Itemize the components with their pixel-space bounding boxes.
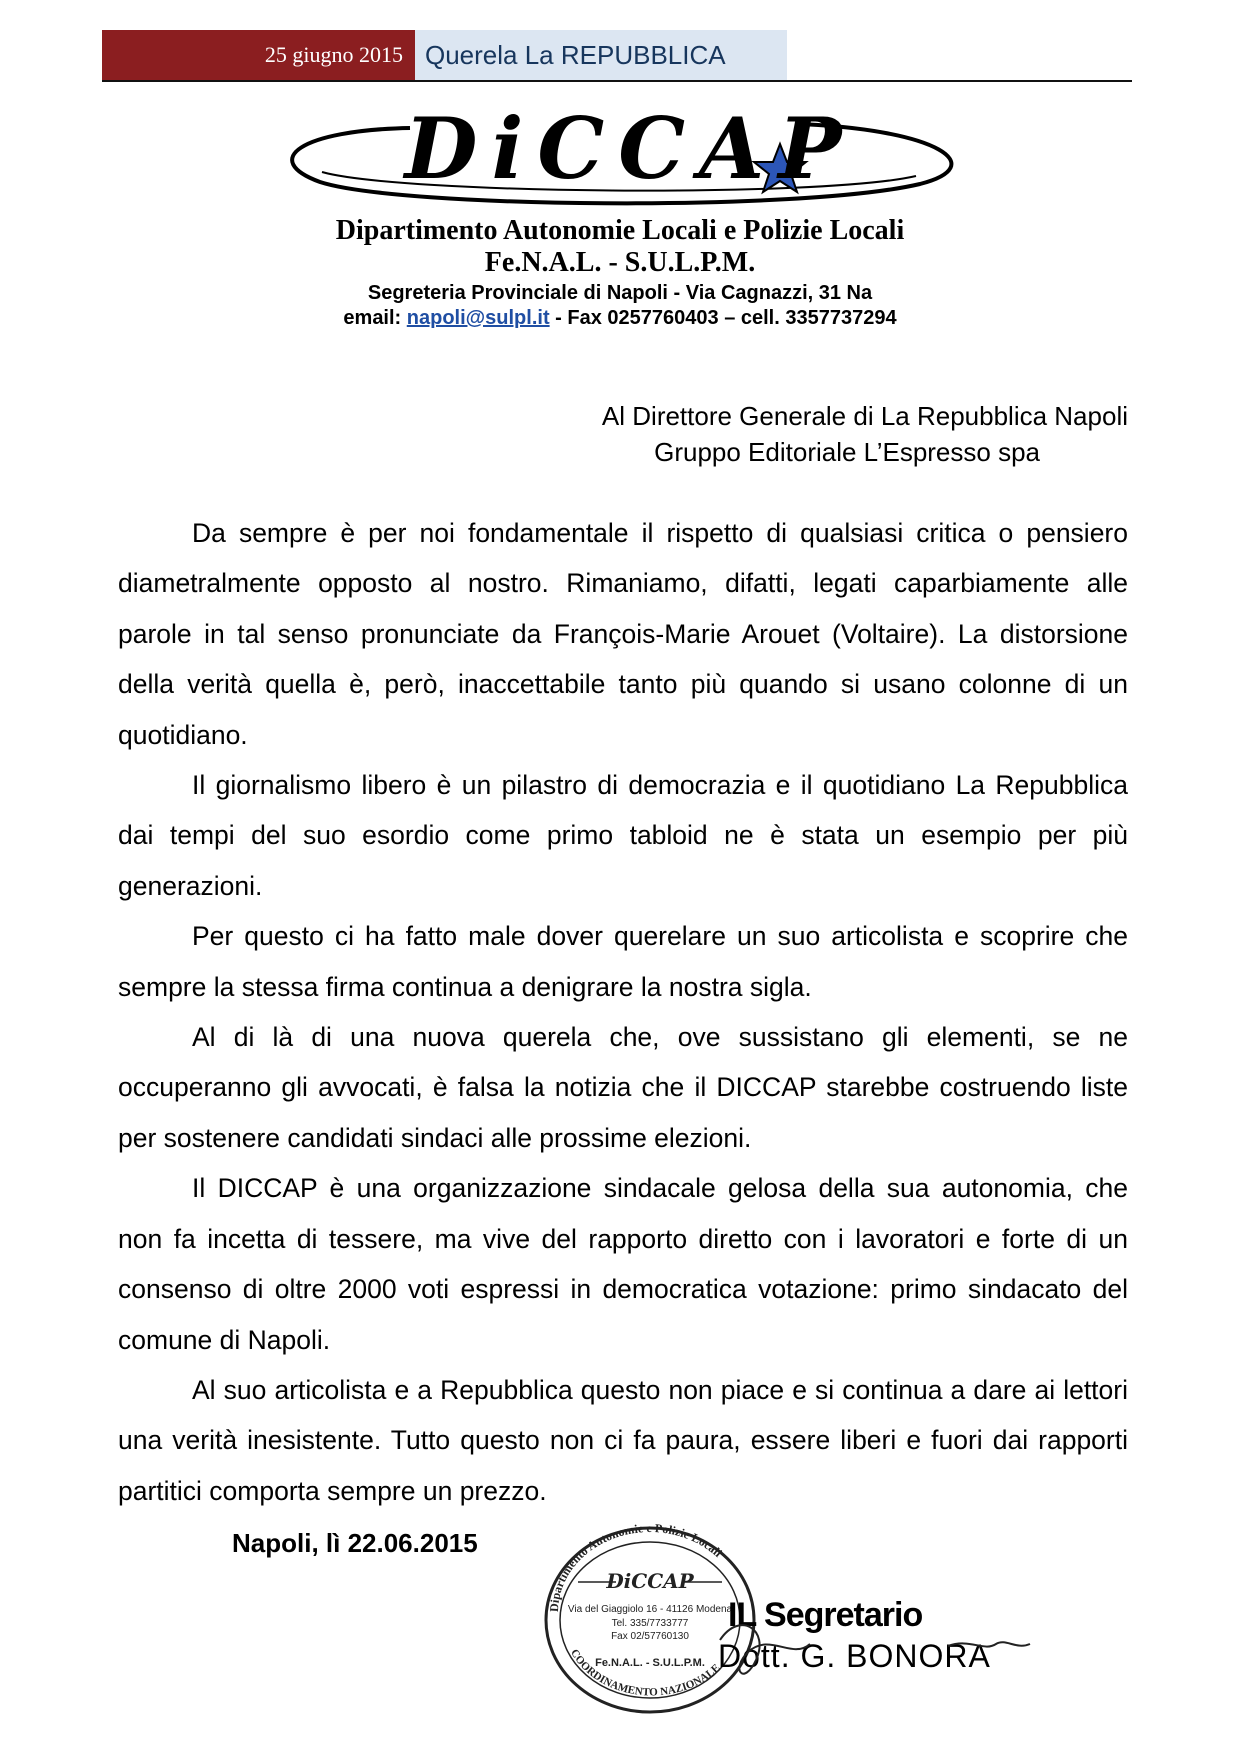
paragraph: Da sempre è per noi fondamentale il rispetto di qualsiasi critica o pensiero diametralmente opposto al nostro. Rimaniamo, difatti, legati caparbiamente alle parole in tal senso pronunciate da François-Marie Arouet (Voltaire). La distorsione della verità quella è, però, inaccettabile tanto più quando si usano colonne di un quotidiano. xyxy=(118,518,1128,750)
email-link[interactable]: napoli@sulpl.it xyxy=(406,307,550,329)
paragraph: Il DICCAP è una organizzazione sindacale gelosa della sua autonomia, che non fa incetta di tessere, ma vive del rapporto diretto con i lavoratori e forte di un consenso di oltre 2000 voti espressi in democratica votazione: primo sindacato del comune di Napoli. xyxy=(118,1173,1128,1355)
paragraph: Al di là di una nuova querela che, ove sussistano gli elementi, se ne occuperanno gli avvocati, è falsa la notizia che il DICCAP starebbe costruendo liste per sostenere candidati sindaci alle prossime elezioni. xyxy=(118,1022,1128,1153)
diccap-logo xyxy=(280,100,970,230)
header-title: Querela La REPUBBLICA xyxy=(415,30,787,80)
paragraph: Per questo ci ha fatto male dover querelare un suo articolista e scoprire che sempre la stessa firma continua a denigrare la nostra sigla. xyxy=(118,921,1128,1002)
recipient-block xyxy=(200,398,1128,470)
stamp-line-2: Tel. 335/7733777 xyxy=(611,1618,689,1629)
email-label: email: xyxy=(343,307,407,329)
signature-name: Dott. G. BONORA xyxy=(718,1638,991,1674)
place-date: Napoli, lì 22.06.2015 xyxy=(232,1528,478,1558)
letter-body xyxy=(118,508,1128,1516)
page-header xyxy=(102,30,1132,82)
fax-cell: - Fax 0257760403 – cell. 3357737294 xyxy=(549,307,897,329)
paragraph: Al suo articolista e a Repubblica questo non piace e si continua a dare ai lettori una verità inesistente. Tutto questo non ci fa paura, essere liberi e fuori dai rapporti partitici comporta sempre un prezzo. xyxy=(118,1374,1128,1506)
contact-line xyxy=(200,305,1040,331)
recipient-line-2: Gruppo Editoriale L’Espresso spa xyxy=(654,437,1040,467)
header-date: 25 giugno 2015 xyxy=(102,30,415,80)
department-name: Dipartimento Autonomie Locali e Polizie Locali xyxy=(335,215,905,246)
stamp-line-1: Via del Giaggiolo 16 - 41126 Modena xyxy=(567,1604,733,1615)
office-address: Segreteria Provinciale di Napoli - Via Cagnazzi, 31 Na xyxy=(367,282,873,304)
federation-name: Fe.N.A.L. - S.U.L.P.M. xyxy=(484,247,756,278)
stamp-bottom-arc: COORDINAMENTO NAZIONALE xyxy=(568,1647,723,1699)
stamp-line-3: Fax 02/57760130 xyxy=(611,1631,689,1642)
svg-text:Dipartimento Autonomie e Poliz xyxy=(547,1521,725,1612)
handwritten-signature-icon xyxy=(700,1600,1040,1690)
stamp-line-4: Fe.N.A.L. - S.U.L.P.M. xyxy=(595,1657,705,1669)
recipient-line-1: Al Direttore Generale di La Repubblica Napoli xyxy=(601,401,1128,431)
logo-text: DiCCAP xyxy=(404,99,856,198)
stamp-top-arc: Dipartimento Autonomie e Polizie Locali xyxy=(546,1520,725,1613)
paragraph: Il giornalismo libero è un pilastro di democrazia e il quotidiano La Repubblica dai tempi del suo esordio come primo tabloid ne è stata un esempio per più generazioni. xyxy=(118,770,1128,901)
signature-title: IL Segretario xyxy=(728,1596,923,1634)
stamp-center: DiCCAP xyxy=(606,1569,694,1593)
